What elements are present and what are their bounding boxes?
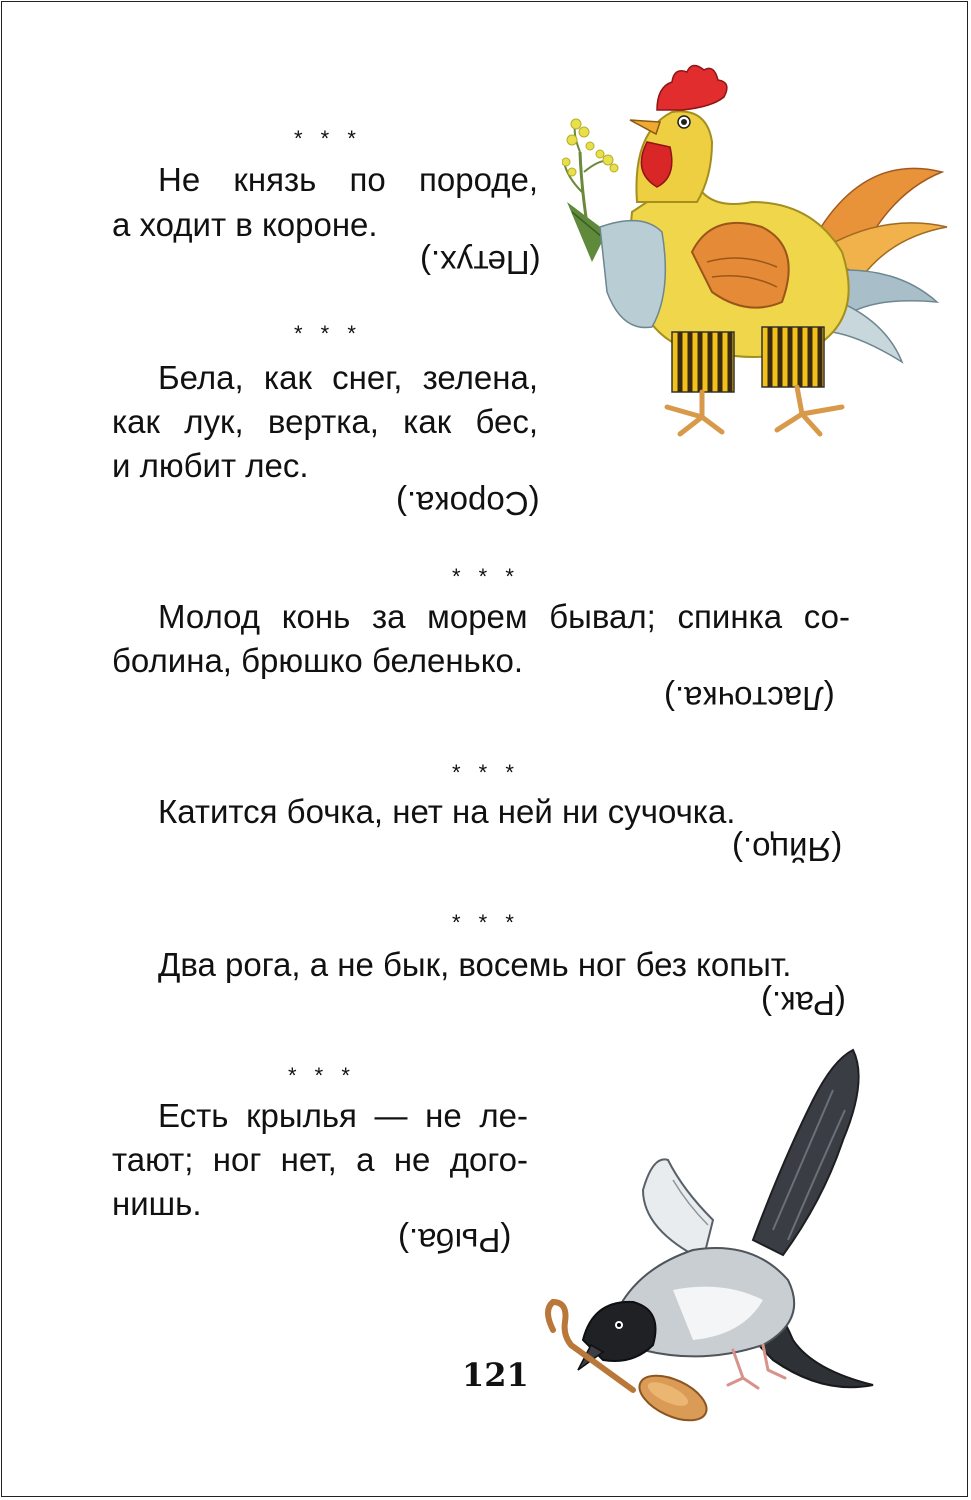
riddle-line: Два рога, а не бык, восемь ног без копыт. — [158, 946, 792, 983]
rooster-beak — [630, 120, 660, 134]
riddle-separator: * * * — [452, 910, 520, 935]
riddle-answer-inverted: (Рак.) — [761, 985, 846, 1022]
rooster-breast-feathers — [600, 221, 665, 328]
riddle-answer-inverted: (Сорока.) — [396, 485, 540, 522]
riddle-line: нишь. — [112, 1185, 202, 1222]
riddle-separator: * * * — [452, 760, 520, 785]
riddle-line: тают; ног нет, а не дого- — [112, 1141, 528, 1178]
rooster-illustration — [562, 62, 952, 440]
riddle-answer-inverted: (Петух.) — [420, 244, 541, 281]
riddle-separator: * * * — [452, 564, 520, 589]
riddle-line: Катится бочка, нет на ней ни сучочка. — [158, 793, 736, 830]
riddle-line: Есть крылья — не ле- — [158, 1097, 528, 1134]
riddle-line: болина, брюшко беленько. — [112, 642, 524, 679]
page-number: 121 — [462, 1356, 529, 1394]
magpie-wing-white — [643, 1159, 713, 1260]
riddle-answer-inverted: (Рыба.) — [398, 1222, 512, 1259]
riddle-separator: * * * — [288, 1063, 356, 1088]
riddle-line: Бела, как снег, зелена, — [158, 359, 538, 396]
riddle-separator: * * * — [294, 321, 362, 346]
rooster-comb — [657, 65, 727, 110]
magpie-illustration — [523, 1040, 955, 1422]
riddle-answer-inverted: (Ласточка.) — [664, 680, 835, 717]
riddle-separator: * * * — [294, 126, 362, 151]
riddle-answer-inverted: (Яйцо.) — [732, 831, 843, 868]
riddle-line: Молод конь за морем бывал; спинка со- — [158, 598, 850, 635]
riddle-line: Не князь по породе, — [158, 161, 538, 198]
riddle-line: и любит лес. — [112, 447, 309, 484]
riddle-line: а ходит в короне. — [112, 206, 378, 243]
riddle-line: как лук, вертка, как бес, — [112, 403, 538, 440]
